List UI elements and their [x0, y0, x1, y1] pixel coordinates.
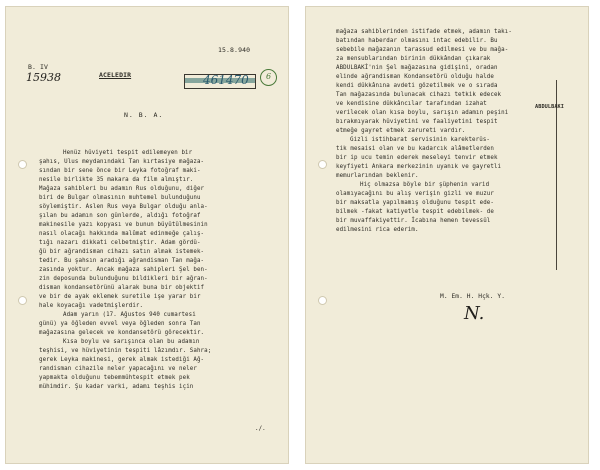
- body-line: za mensublarından birinin dükkândan çıkarak: [336, 56, 491, 62]
- body-line: tedir. Bu şahsın aradığı ağrandisman Tan mağa-: [39, 258, 205, 264]
- body-line: Kısa boylu ve sarışınca olan bu adamın: [63, 339, 200, 345]
- margin-note: ABDULBAKI: [535, 104, 565, 110]
- body-line: keyfiyeti Ankara merkezinin uyanık ve gayretli: [336, 164, 502, 170]
- stamp-number: 461470: [203, 73, 249, 87]
- punch-hole: [318, 160, 327, 169]
- punch-hole: [318, 296, 327, 305]
- body-line: biri de Bulgar olmasının muhtemel bulunduğunu: [39, 195, 201, 201]
- body-line: Gizli istihbarat servisinin karekterüs-: [350, 137, 491, 143]
- body-line: şahıs, Ulus meydanındaki Tan kırtasiye mağaza-: [39, 159, 205, 165]
- body-line: kendi dükkânına avdeti gözetilmek ve o sırada: [336, 83, 498, 89]
- classification-label: ACELEDIR: [99, 71, 132, 79]
- body-line: etmeğe gayret etmek zarureti vardır.: [336, 128, 466, 134]
- body-line: Henüz hüviyeti tespit edilemeyen bir: [63, 150, 193, 156]
- body-line: hale koyacağı vadetmişlerdir.: [39, 303, 144, 309]
- body-line: olamıyacağını bu alış verişin gizli ve muzur: [336, 191, 494, 197]
- body-line: ve kendisine dükkâncılar tarafından izahat: [336, 101, 487, 107]
- signature-block: M. Em. H. Hçk. Y.: [440, 293, 506, 300]
- body-line: Hiç olmazsa böyle bir şüphenin varid: [360, 182, 490, 188]
- body-line: sebebile mağazanın tarassud edilmesi ve bu mağa-: [336, 47, 509, 53]
- body-line: günü) ya öğleden evvel veya öğleden sonra Tan: [39, 321, 201, 327]
- reference-number: B. IV: [28, 63, 49, 71]
- body-line: ğü bir ağrandisman cihazı satın almak istemek-: [39, 249, 205, 255]
- body-line: bir muvaffakiyettir. İcabına hemen tevessül: [336, 218, 491, 224]
- punch-hole: [18, 160, 27, 169]
- body-line: ABDULBAKİ'nin Şel mağazasına gidişini, oradan: [336, 65, 498, 71]
- body-line: elinde ağrandisman Kondansetörü olduğu halde: [336, 74, 494, 80]
- body-line: Mağaza sahibleri bu adamın Rus olduğunu, diğer: [39, 186, 205, 192]
- circled-mark: [260, 69, 277, 86]
- body-line: söylemiştir. Aslen Rus veya Bulgar olduğu anla-: [39, 204, 208, 210]
- document-date: 15.8.940: [218, 46, 251, 54]
- handwritten-file-number: 15938: [26, 71, 61, 84]
- body-line: şılan bu adamın son günlerde, aldığı fotoğraf: [39, 213, 201, 219]
- signature: N.: [464, 303, 485, 324]
- body-line: mühimdir. Şu kadar varki, adamı teşhis için: [39, 384, 194, 390]
- body-line: bir ip ucu temin ederek meseleyi tenvir etmek: [336, 155, 498, 161]
- body-line: memurlarından beklenir.: [336, 173, 419, 179]
- body-line: sından bir sene önce bir Leyka fotoğraf maki-: [39, 168, 201, 174]
- body-line: Tan mağazasında bulunacak cihazı tetkik edecek: [336, 92, 502, 98]
- body-line: yapmakta olduğunu tebemmühtespit etmek pek: [39, 375, 190, 381]
- document-heading: N. B. A.: [124, 111, 164, 119]
- body-line: mağaza sahiblerinden istifade etmek, adamın takı-: [336, 29, 512, 35]
- continuation-mark: ./.: [255, 426, 266, 432]
- body-line: tik mesaisi olan ve bu kadarcık alâmetlerden: [336, 146, 494, 152]
- body-line: zin deposunda bulunduğunu bildikleri bir ağran-: [39, 276, 208, 282]
- body-line: makinesile yazı kopyası ve bunun büyütülmesinin: [39, 222, 208, 228]
- body-line: verilecek olan kısa boylu, sarışın adamın peşini: [336, 110, 509, 116]
- circled-number: 6: [265, 72, 272, 81]
- body-line: edilmesini rica ederim.: [336, 227, 419, 233]
- body-line: randisman cihazile neler yapacağını ve neler: [39, 366, 197, 372]
- punch-hole: [18, 296, 27, 305]
- body-line: nasıl olacağı hakkında malûmat edinmeğe çalış-: [39, 231, 205, 237]
- body-line: ve bir de ayak eklemek suretile işe yarar bir: [39, 294, 201, 300]
- body-line: Adam yarın (17. Ağustos 940 cumartesi: [63, 312, 196, 318]
- body-line: bilmek -fakat katiyetle tespit edebilmek- de: [336, 209, 494, 215]
- body-line: zasında yoktur. Ancak mağaza sahipleri Şel ben-: [39, 267, 208, 273]
- archive-stamp: [184, 74, 256, 89]
- document-page-left: [5, 6, 289, 464]
- body-line: teşhisi, ve hüviyetinin tespiti lâzımdır. Sahra;: [39, 348, 212, 354]
- body-line: disman kondansetörünü alarak buna bir objektif: [39, 285, 205, 291]
- document-page-right: [305, 6, 589, 464]
- body-line: bir maksatla yapılmamış olduğunu tespit ede-: [336, 200, 494, 206]
- body-line: batından haberdar olmasını intac edebilir. Bu: [336, 38, 498, 44]
- body-line: nesile birlikte 35 makara da film almıştır.: [39, 177, 194, 183]
- body-line: gerek Leyka makinesi, gerek almak istediği Ağ-: [39, 357, 205, 363]
- body-line: mağazasına gelecek ve kondansetörü görecektir.: [39, 330, 205, 336]
- body-line: bırakmıyarak hüviyetini ve faaliyetini tespit: [336, 119, 498, 125]
- body-line: tığı nazarı dikkati celbetmiştir. Adam gördü-: [39, 240, 201, 246]
